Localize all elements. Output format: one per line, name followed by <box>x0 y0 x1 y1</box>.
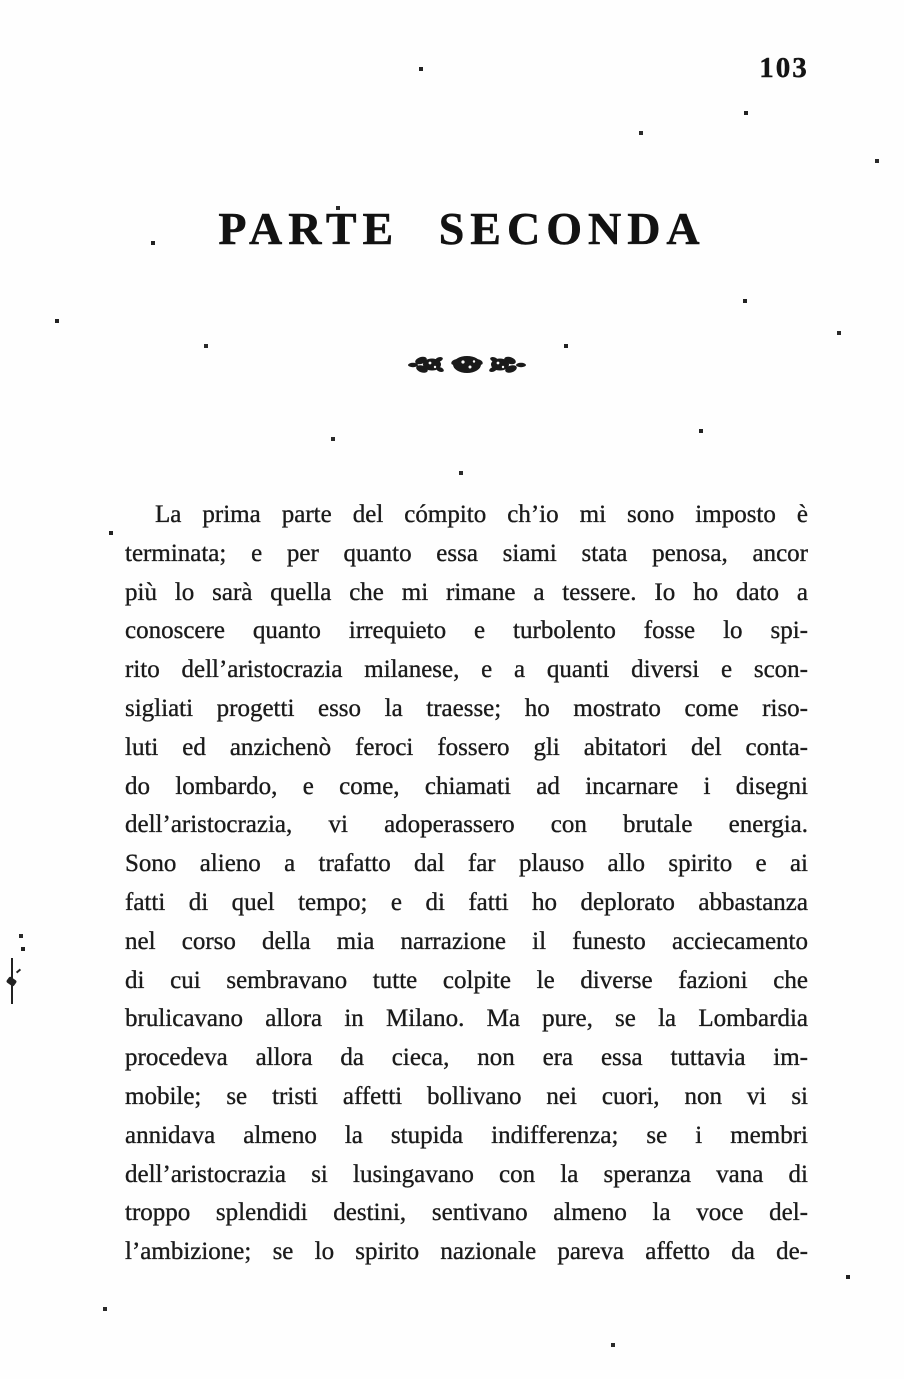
text-line: dell’aristocrazia, vi adoperassero con brutale energia. <box>125 811 808 839</box>
ink-mark-blob <box>6 976 17 987</box>
text-line: troppo splendidi destini, sentivano almeno la voce del- <box>125 1199 808 1227</box>
text-line: fatti di quel tempo; e di fatti ho deplorato abbastanza <box>125 888 808 916</box>
ink-mark <box>4 952 20 1010</box>
text-line: conoscere quanto irrequieto e turbolento fosse lo spi- <box>125 617 808 645</box>
ink-mark-tick <box>16 969 21 974</box>
text-line: mobile; se tristi affetti bollivano nei cuori, non vi si <box>125 1082 808 1110</box>
text-line: l’ambizione; se lo spirito nazionale pareva affetto da de- <box>125 1238 808 1266</box>
scan-noise <box>0 0 2 2</box>
page-number: 103 <box>759 52 809 84</box>
text-line: procedeva allora da cieca, non era essa tuttavia im- <box>125 1044 808 1072</box>
body-paragraph <box>125 496 808 1272</box>
floral-ornament-icon <box>408 350 528 380</box>
text-line: La prima parte del cómpito ch’io mi sono imposto è <box>155 501 808 528</box>
text-line: rito dell’aristocrazia milanese, e a quanti diversi e scon- <box>125 656 808 684</box>
text-line: sigliati progetti esso la traesse; ho mostrato come riso- <box>125 694 808 722</box>
text-line: annidava almeno la stupida indifferenza; se i membri <box>125 1121 808 1149</box>
text-line: dell’aristocrazia si lusingavano con la speranza vana di <box>125 1160 808 1188</box>
text-line: brulicavano allora in Milano. Ma pure, se la Lombardia <box>125 1005 808 1033</box>
text-line: Sono alieno a trafatto dal far plauso allo spirito e ai <box>125 850 808 878</box>
text-line: più lo sarà quella che mi rimane a tessere. Io ho dato a <box>125 578 808 606</box>
text-line: terminata; e per quanto essa siami stata penosa, ancor <box>125 539 808 567</box>
text-line: luti ed anzichenò feroci fossero gli abitatori del conta- <box>125 733 808 761</box>
text-line: do lombardo, e come, chiamati ad incarnare i disegni <box>125 772 808 800</box>
text-line: di cui sembravano tutte colpite le diverse fazioni che <box>125 966 808 994</box>
text-line: nel corso della mia narrazione il funesto acciecamento <box>125 927 808 955</box>
chapter-title: PARTE SECONDA <box>218 203 706 254</box>
